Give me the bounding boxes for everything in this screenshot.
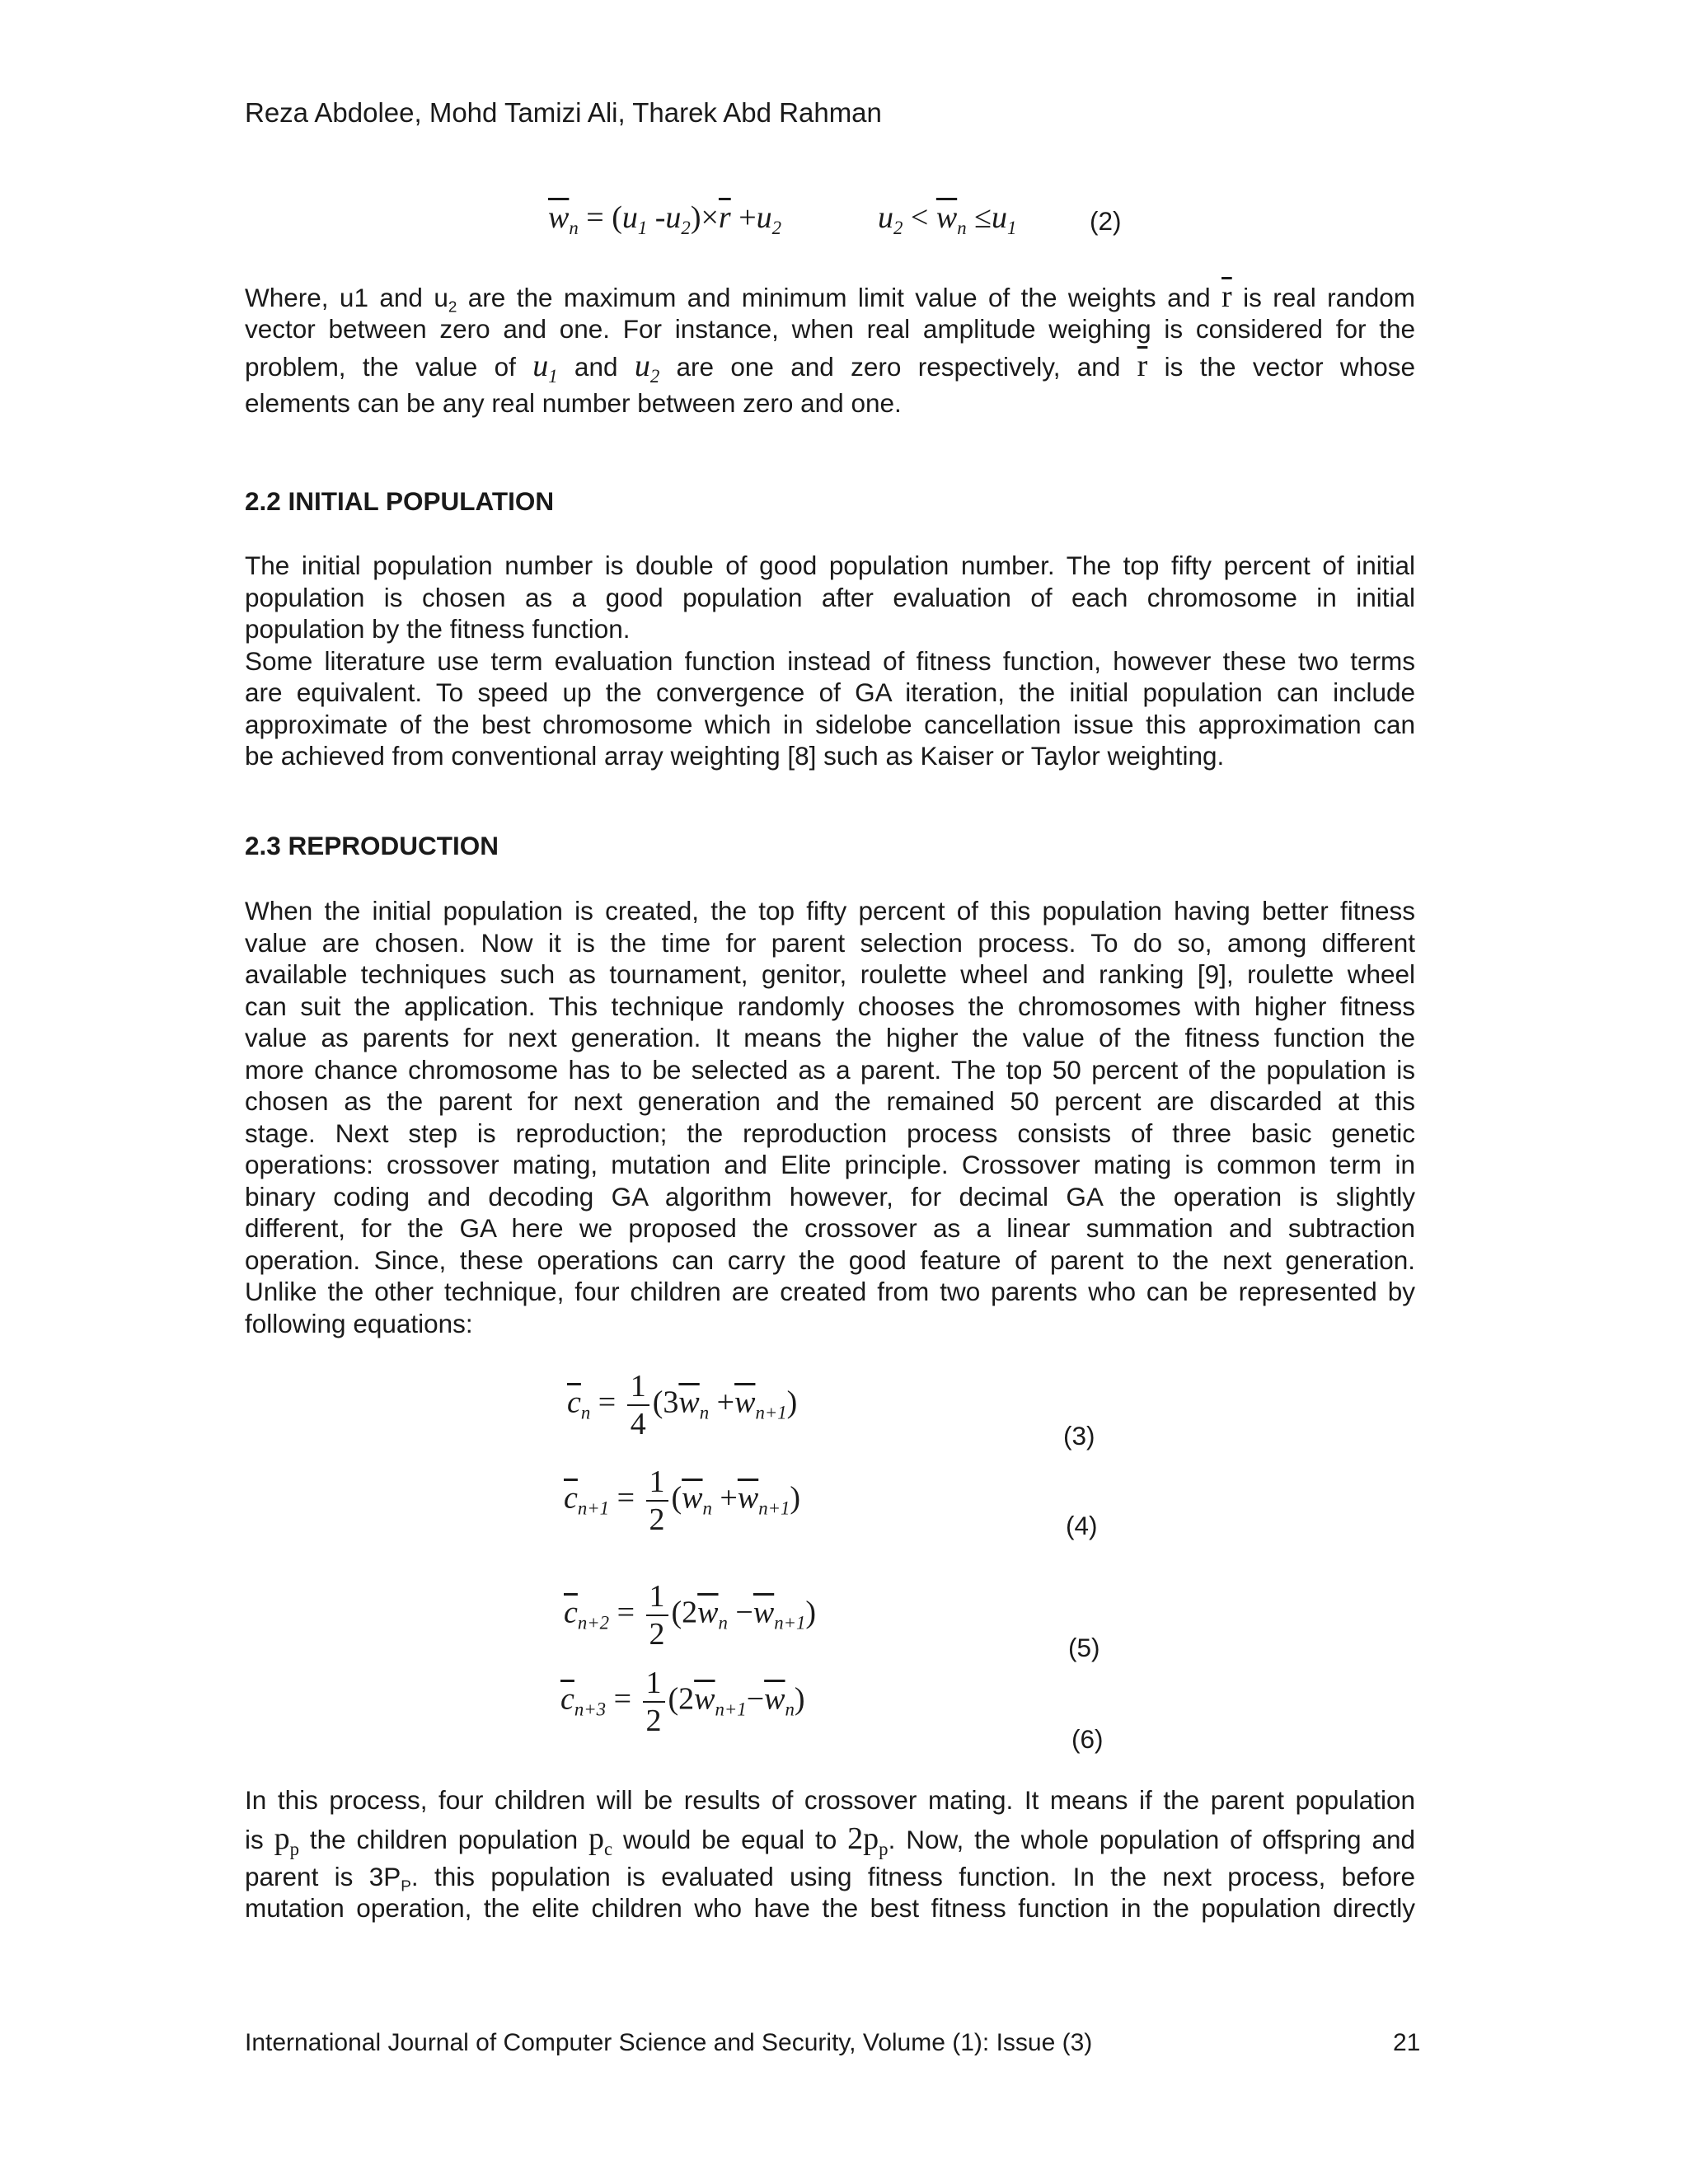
paragraph-line: operation. Since, these operations can carry the good feature of parent to the next generation.: [245, 1244, 1415, 1275]
equation-3-number: (3): [1063, 1421, 1095, 1451]
paragraph-line: When the initial population is created, the top fifty percent of this population having better fitness: [245, 896, 1415, 926]
paragraph-where-line-3: problem, the value of $u_1$ and $u_2$ are one and zero respectively, and $\overline{r}$ is the vector whose: [245, 349, 1415, 387]
equation-2-constraint: $u_2 < \overline{w}_n \le u_1$: [878, 200, 1017, 238]
paragraph-line: following equations:: [245, 1308, 473, 1338]
equation-4: $\overline{c}_{n+1}$ = $\frac{1}{2}$ $(\overline{w}_n +\overline{w}_{n+1})$: [564, 1465, 801, 1537]
paragraph-line: Unlike the other technique, four children are created from two parents who can be represented by: [245, 1277, 1415, 1306]
paragraph-line: mutation operation, the elite children who have the best fitness function in the population directly: [245, 1893, 1415, 1923]
paragraph-line: Some literature use term evaluation function instead of fitness function, however these two terms: [245, 645, 1415, 676]
paragraph-line: more chance chromosome has to be selected as a parent. The top 50 percent of the population is: [245, 1054, 1415, 1085]
paragraph-line: approximate of the best chromosome which in sidelobe cancellation issue this approximation can: [245, 709, 1415, 739]
equation-5-number: (5): [1068, 1633, 1100, 1662]
page-number: 21: [1393, 2029, 1421, 2056]
paragraph-line: population by the fitness function.: [245, 614, 631, 644]
footer-journal: International Journal of Computer Science and Security, Volume (1): Issue (3): [245, 2029, 1093, 2056]
equation-5: $\overline{c}_{n+2}$ = $\frac{1}{2}$ $(2\overline{w}_n -\overline{w}_{n+1})$: [564, 1579, 817, 1652]
equation-6: $\overline{c}_{n+3}$ = $\frac{1}{2}$ $(2\overline{w}_{n+1}-\overline{w}_n)$: [560, 1666, 805, 1738]
paragraph-crossover-process: [245, 1784, 1415, 1924]
equation-4-number: (4): [1066, 1511, 1098, 1540]
equation-6-number: (6): [1071, 1724, 1104, 1754]
paragraph-line: different, for the GA here we proposed the crossover as a linear summation and subtraction: [245, 1213, 1415, 1243]
paragraph-line: be achieved from conventional array weighting [8] such as Kaiser or Taylor weighting.: [245, 741, 1225, 771]
paragraph-line: binary coding and decoding GA algorithm however, for decimal GA the operation is slightly: [245, 1181, 1415, 1212]
paragraph-line: value are chosen. Now it is the time for parent selection process. To do so, among different: [245, 927, 1415, 958]
paragraph-line: chosen as the parent for next generation and the remained 50 percent are discarded at this: [245, 1086, 1415, 1116]
running-header-authors: Reza Abdolee, Mohd Tamizi Ali, Tharek Abd Rahman: [245, 97, 882, 128]
paragraph-line: parent is $3P_P$. this population is evaluated using fitness function. In the next process, before: [245, 1861, 1415, 1896]
paragraph-line: population is chosen as a good population after evaluation of each chromosome in initial: [245, 582, 1415, 612]
paragraph-line: stage. Next step is reproduction; the reproduction process consists of three basic genetic: [245, 1118, 1415, 1148]
equation-2: $\overline{w}_n = (u_1$ $-u_2)\times\overline{r} +u_2$: [548, 200, 782, 238]
paragraph-line: In this process, four children will be results of crossover mating. It means if the parent population: [245, 1785, 1415, 1815]
paragraph-where-line-1: Where, u1 and $u_2$ are the maximum and minimum limit value of the weights and $\overline{r}$ is real random: [245, 279, 1415, 316]
equation-2-number: (2): [1090, 206, 1122, 236]
paragraph-line: are equivalent. To speed up the convergence of GA iteration, the initial population can include: [245, 677, 1415, 707]
paragraph-line: is $p_p$ the children population $p_c$ would be equal to $2p_p$. Now, the whole population of offspring and: [245, 1821, 1415, 1859]
paragraph-where: [245, 281, 1415, 419]
paragraph-reproduction: [245, 895, 1415, 1339]
paragraph-initial-population: [245, 550, 1415, 772]
paragraph-where-line-2: vector between zero and one. For instance, when real amplitude weighing is considered for the: [245, 313, 1415, 344]
paragraph-line: The initial population number is double of good population number. The top fifty percent of initial: [245, 551, 1415, 580]
section-heading-initial-population: 2.2 INITIAL POPULATION: [245, 486, 555, 516]
equation-3: $\overline{c}_n$ = $\frac{1}{4}$ $(3\overline{w}_n +\overline{w}_{n+1})$: [567, 1369, 798, 1441]
paragraph-line: can suit the application. This technique randomly chooses the chromosomes with higher fitness: [245, 991, 1415, 1021]
section-heading-reproduction: 2.3 REPRODUCTION: [245, 831, 499, 860]
paragraph-where-line-4: elements can be any real number between zero and one.: [245, 388, 902, 418]
paragraph-line: value as parents for next generation. It means the higher the value of the fitness function the: [245, 1023, 1415, 1052]
paragraph-line: available techniques such as tournament, genitor, roulette wheel and ranking [9], roulette wheel: [245, 959, 1415, 989]
paragraph-line: operations: crossover mating, mutation and Elite principle. Crossover mating is common term in: [245, 1150, 1415, 1179]
